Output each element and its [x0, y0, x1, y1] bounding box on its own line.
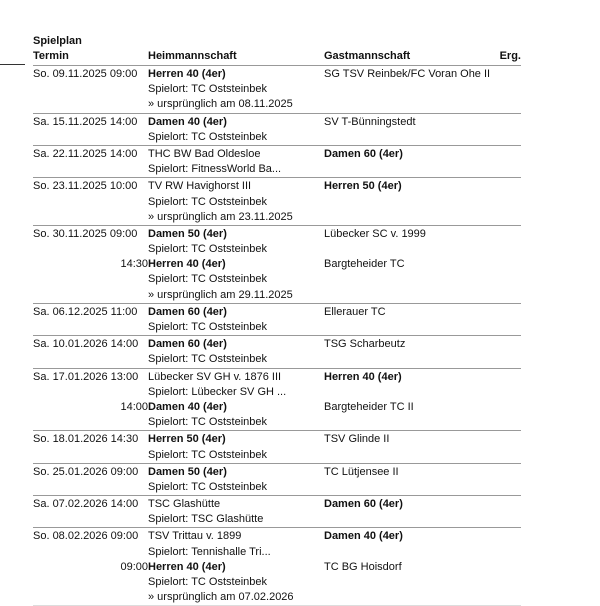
venue-info: Spielort: TC Oststeinbek — [148, 321, 268, 333]
match-home — [148, 225, 324, 257]
termin-text: Sa. 22.11.2025 14:00 — [33, 147, 138, 160]
match-termin — [33, 528, 148, 560]
match-guest — [324, 303, 494, 335]
home-team: Herren 40 (4er) — [148, 560, 226, 573]
original-date-info: » ursprünglich am 07.02.2026 — [148, 591, 294, 604]
guest-team: TSG Scharbeutz — [324, 338, 406, 351]
match-home — [148, 368, 324, 400]
match-home — [148, 336, 324, 368]
termin-text: 09:00 — [120, 560, 148, 573]
guest-team: SG TSV Reinbek/FC Voran Ohe II — [324, 68, 491, 80]
match-guest — [324, 463, 494, 495]
guest-team: TC Lütjensee II — [324, 465, 399, 478]
termin-text: So. 09.11.2025 09:00 — [33, 68, 138, 80]
venue-info: Spielort: TC Oststeinbek — [148, 195, 268, 208]
match-termin — [33, 178, 148, 226]
match-termin — [33, 145, 148, 177]
match-termin — [33, 336, 148, 368]
termin-text: So. 23.11.2025 10:00 — [33, 180, 138, 193]
match-guest — [324, 113, 494, 145]
match-row — [33, 431, 521, 463]
home-team: Damen 40 (4er) — [148, 400, 227, 413]
venue-info: Spielort: TC Oststeinbek — [148, 480, 268, 493]
termin-text: So. 30.11.2025 09:00 — [33, 227, 138, 240]
home-team: TV RW Havighorst III — [148, 180, 252, 193]
match-row — [33, 303, 521, 335]
match-row — [33, 368, 521, 400]
home-team: TSC Glashütte — [148, 498, 221, 511]
match-result — [494, 368, 521, 400]
match-row — [33, 400, 521, 431]
header-heimmannschaft: Heimmannschaft — [148, 49, 324, 66]
match-row — [33, 113, 521, 145]
match-row — [33, 560, 521, 606]
match-result — [494, 178, 521, 226]
match-home — [148, 66, 324, 114]
termin-text: Sa. 06.12.2025 11:00 — [33, 305, 138, 318]
page-divider-line — [0, 64, 25, 65]
termin-text: 14:30 — [120, 258, 148, 271]
match-row — [33, 257, 521, 303]
match-guest — [324, 496, 494, 528]
guest-team: SV T-Bünningstedt — [324, 115, 416, 128]
match-termin — [33, 400, 148, 431]
header-gastmannschaft: Gastmannschaft — [324, 49, 494, 66]
table-header-row — [33, 49, 521, 66]
match-termin — [33, 431, 148, 463]
match-home — [148, 463, 324, 495]
match-result — [494, 463, 521, 495]
home-team: TSV Trittau v. 1899 — [148, 530, 242, 543]
home-team: Lübecker SV GH v. 1876 III — [148, 370, 282, 383]
match-row — [33, 178, 521, 226]
schedule-table — [33, 49, 521, 606]
match-termin — [33, 225, 148, 257]
home-team: Herren 50 (4er) — [148, 433, 226, 446]
match-termin — [33, 368, 148, 400]
venue-info: Spielort: TSC Glashütte — [148, 513, 264, 526]
match-home — [148, 431, 324, 463]
guest-team: Bargteheider TC — [324, 258, 405, 271]
match-result — [494, 257, 521, 303]
match-termin — [33, 496, 148, 528]
schedule-body — [33, 66, 521, 606]
guest-team: TSV Glinde II — [324, 433, 390, 446]
match-home — [148, 178, 324, 226]
table-caption: Spielplan — [33, 35, 82, 47]
match-home — [148, 257, 324, 303]
match-termin — [33, 303, 148, 335]
venue-info: Spielort: FitnessWorld Ba... — [148, 163, 282, 176]
venue-info: Spielort: Tennishalle Tri... — [148, 545, 271, 558]
termin-text: So. 08.02.2026 09:00 — [33, 530, 139, 543]
match-row — [33, 496, 521, 528]
match-termin — [33, 463, 148, 495]
match-row — [33, 336, 521, 368]
guest-team: Lübecker SC v. 1999 — [324, 227, 426, 240]
match-row — [33, 145, 521, 177]
venue-info: Spielort: TC Oststeinbek — [148, 576, 268, 588]
header-ergebnis: Erg. — [494, 49, 521, 66]
match-result — [494, 303, 521, 335]
venue-info: Spielort: TC Oststeinbek — [148, 416, 268, 429]
header-termin: Termin — [33, 49, 148, 66]
match-result — [494, 225, 521, 257]
match-guest — [324, 145, 494, 177]
match-result — [494, 66, 521, 114]
guest-team: Damen 60 (4er) — [324, 147, 403, 160]
match-guest — [324, 560, 494, 606]
guest-team: Herren 40 (4er) — [324, 370, 402, 383]
match-result — [494, 113, 521, 145]
venue-info: Spielort: Lübecker SV GH ... — [148, 385, 287, 398]
termin-text: Sa. 15.11.2025 14:00 — [33, 115, 138, 128]
guest-team: TC BG Hoisdorf — [324, 560, 402, 573]
match-guest — [324, 257, 494, 303]
venue-info: Spielort: TC Oststeinbek — [148, 353, 268, 366]
match-termin — [33, 257, 148, 303]
match-home — [148, 496, 324, 528]
match-row — [33, 225, 521, 257]
venue-info: Spielort: TC Oststeinbek — [148, 273, 268, 286]
match-row — [33, 66, 521, 114]
home-team: Damen 40 (4er) — [148, 115, 227, 128]
match-guest — [324, 336, 494, 368]
home-team: Damen 50 (4er) — [148, 227, 227, 240]
match-result — [494, 560, 521, 606]
match-termin — [33, 560, 148, 606]
home-team: THC BW Bad Oldesloe — [148, 147, 261, 160]
match-guest — [324, 66, 494, 114]
venue-info: Spielort: TC Oststeinbek — [148, 130, 268, 143]
home-team: Damen 60 (4er) — [148, 338, 227, 351]
match-home — [148, 303, 324, 335]
match-guest — [324, 528, 494, 560]
match-guest — [324, 225, 494, 257]
guest-team: Bargteheider TC II — [324, 400, 414, 413]
match-home — [148, 145, 324, 177]
venue-info: Spielort: TC Oststeinbek — [148, 83, 268, 96]
match-guest — [324, 400, 494, 431]
match-termin — [33, 66, 148, 114]
guest-team: Damen 40 (4er) — [324, 530, 403, 543]
match-result — [494, 496, 521, 528]
match-result — [494, 145, 521, 177]
match-home — [148, 528, 324, 560]
termin-text: So. 18.01.2026 14:30 — [33, 433, 139, 446]
match-guest — [324, 368, 494, 400]
venue-info: Spielort: TC Oststeinbek — [148, 448, 268, 461]
termin-text: So. 25.01.2026 09:00 — [33, 465, 139, 478]
home-team: Herren 40 (4er) — [148, 258, 226, 271]
termin-text: Sa. 07.02.2026 14:00 — [33, 498, 139, 511]
termin-text: 14:00 — [120, 400, 148, 413]
match-home — [148, 113, 324, 145]
match-result — [494, 528, 521, 560]
original-date-info: » ursprünglich am 08.11.2025 — [148, 98, 293, 111]
termin-text: Sa. 10.01.2026 14:00 — [33, 338, 139, 351]
match-guest — [324, 178, 494, 226]
match-row — [33, 528, 521, 560]
home-team: Damen 60 (4er) — [148, 305, 227, 318]
match-termin — [33, 113, 148, 145]
guest-team: Damen 60 (4er) — [324, 498, 403, 511]
guest-team: Ellerauer TC — [324, 305, 386, 318]
match-result — [494, 431, 521, 463]
original-date-info: » ursprünglich am 29.11.2025 — [148, 288, 293, 301]
match-home — [148, 400, 324, 431]
guest-team: Herren 50 (4er) — [324, 180, 402, 193]
original-date-info: » ursprünglich am 23.11.2025 — [148, 210, 293, 223]
home-team: Damen 50 (4er) — [148, 465, 227, 478]
match-result — [494, 400, 521, 431]
home-team: Herren 40 (4er) — [148, 68, 226, 80]
match-guest — [324, 431, 494, 463]
venue-info: Spielort: TC Oststeinbek — [148, 243, 268, 256]
match-home — [148, 560, 324, 606]
termin-text: Sa. 17.01.2026 13:00 — [33, 370, 139, 383]
match-result — [494, 336, 521, 368]
match-row — [33, 463, 521, 495]
